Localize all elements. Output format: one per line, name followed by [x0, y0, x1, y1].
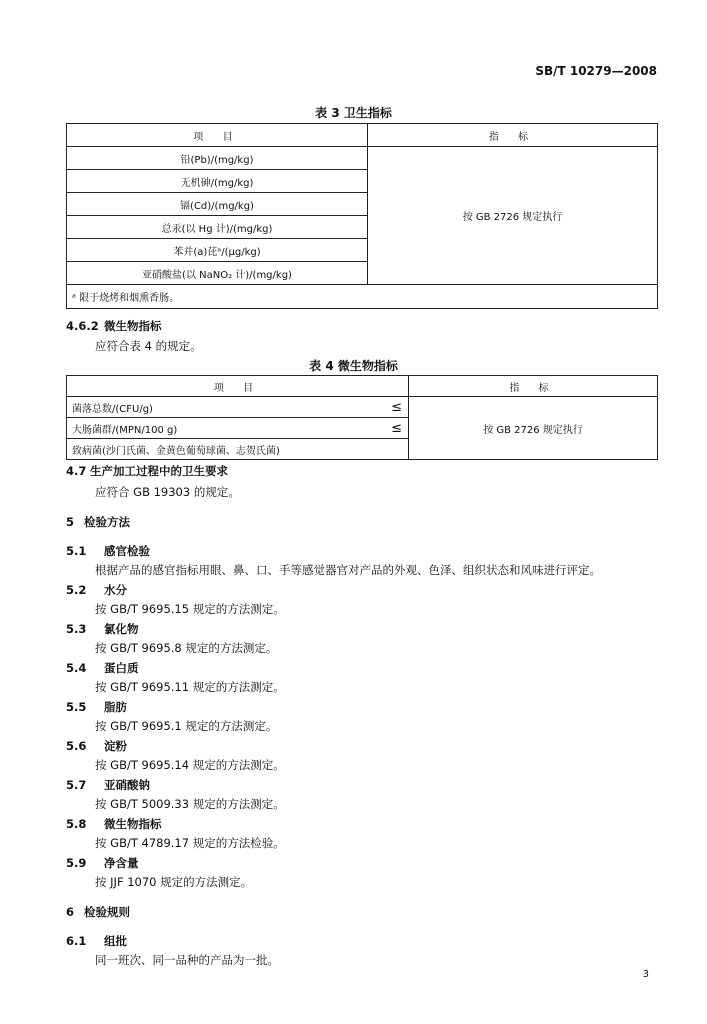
section-number: 5: [66, 515, 75, 529]
table4-value: 按 GB 2726 规定执行: [409, 397, 658, 460]
section-5-3-body: 按 GB/T 9695.8 规定的方法测定。: [95, 641, 278, 655]
section-number: 5.7: [66, 778, 87, 792]
section-4-6-2-heading: [66, 318, 162, 334]
table4-caption: 表 4 微生物指标: [309, 359, 398, 373]
section-title: 水分: [104, 583, 127, 597]
section-number: 5.1: [66, 544, 87, 558]
table3-footnote: ᵃ 限于烧烤和烟熏香肠。: [67, 285, 658, 309]
table4-row-item: 大肠菌群/(MPN/100 g): [67, 418, 373, 439]
table3-value: 按 GB 2726 规定执行: [368, 147, 658, 285]
section-title: 脂肪: [104, 700, 127, 714]
section-title: 蛋白质: [104, 661, 139, 675]
section-6-1-body: 同一班次、同一品种的产品为一批。: [95, 953, 279, 967]
table4: [66, 375, 658, 460]
page-number: 3: [642, 969, 649, 980]
section-number: 6: [66, 905, 75, 919]
section-title: 微生物指标: [104, 319, 162, 333]
section-number: 4.6.2: [66, 319, 99, 333]
section-number: 5.3: [66, 622, 87, 636]
section-title: 淀粉: [104, 739, 127, 753]
table3-caption: 表 3 卫生指标: [315, 106, 392, 120]
table3-row: 镉(Cd)/(mg/kg): [67, 193, 368, 216]
section-5-5-body: 按 GB/T 9695.1 规定的方法测定。: [95, 719, 278, 733]
section-number: 5.9: [66, 856, 87, 870]
table4-head-value: 指 标: [409, 376, 658, 397]
section-5-5-heading: [66, 699, 127, 715]
section-title: 净含量: [104, 856, 139, 870]
section-number: 5.6: [66, 739, 87, 753]
section-5-4-heading: [66, 660, 139, 676]
section-4-7-body: 应符合 GB 19303 的规定。: [95, 485, 240, 499]
table4-row-item: 菌落总数/(CFU/g): [67, 397, 373, 418]
section-5-1-body: 根据产品的感官指标用眼、鼻、口、手等感觉器官对产品的外观、色泽、组织状态和风味进行评定。: [95, 563, 601, 577]
table3-row: 铅(Pb)/(mg/kg): [67, 147, 368, 170]
section-5-1-heading: [66, 543, 150, 559]
table3-row: 亚硝酸盐(以 NaNO₂ 计)/(mg/kg): [67, 262, 368, 285]
table4-row-symbol: ≤: [372, 418, 409, 439]
section-5-7-heading: [66, 777, 150, 793]
section-6-heading: [66, 904, 130, 920]
section-6-1-heading: [66, 933, 127, 949]
section-5-3-heading: [66, 621, 139, 637]
section-5-heading: [66, 514, 130, 530]
section-title: 检验方法: [84, 515, 130, 529]
section-title: 生产加工过程中的卫生要求: [90, 464, 228, 478]
section-number: 5.4: [66, 661, 87, 675]
table4-row-symbol: ≤: [372, 397, 409, 418]
table3-head-item: 项 目: [67, 124, 368, 147]
section-number: 5.8: [66, 817, 87, 831]
table3-row: 总汞(以 Hg 计)/(mg/kg): [67, 216, 368, 239]
section-4-6-2-body: 应符合表 4 的规定。: [95, 339, 202, 353]
section-5-8-heading: [66, 816, 162, 832]
section-5-2-heading: [66, 582, 127, 598]
section-title: 亚硝酸钠: [104, 778, 150, 792]
section-5-2-body: 按 GB/T 9695.15 规定的方法测定。: [95, 602, 285, 616]
section-5-9-body: 按 JJF 1070 规定的方法测定。: [95, 875, 253, 889]
table3-row: 无机砷/(mg/kg): [67, 170, 368, 193]
section-4-7-heading: [66, 463, 228, 479]
section-title: 感官检验: [104, 544, 150, 558]
section-title: 组批: [104, 934, 127, 948]
section-number: 4.7: [66, 464, 87, 478]
section-5-4-body: 按 GB/T 9695.11 规定的方法测定。: [95, 680, 285, 694]
section-5-8-body: 按 GB/T 4789.17 规定的方法检验。: [95, 836, 285, 850]
section-number: 6.1: [66, 934, 87, 948]
table4-head-item: 项 目: [67, 376, 409, 397]
standard-number: SB/T 10279—2008: [535, 64, 657, 78]
section-title: 微生物指标: [104, 817, 162, 831]
table3-row: 苯并(a)芘ᵃ/(μg/kg): [67, 239, 368, 262]
section-number: 5.5: [66, 700, 87, 714]
section-5-6-body: 按 GB/T 9695.14 规定的方法测定。: [95, 758, 285, 772]
table3: [66, 123, 658, 309]
section-title: 检验规则: [84, 905, 130, 919]
table4-row-item: 致病菌(沙门氏菌、金黄色葡萄球菌、志贺氏菌): [67, 439, 409, 460]
section-5-9-heading: [66, 855, 139, 871]
section-title: 氯化物: [104, 622, 139, 636]
section-5-6-heading: [66, 738, 127, 754]
table3-head-value: 指 标: [368, 124, 658, 147]
section-number: 5.2: [66, 583, 87, 597]
section-5-7-body: 按 GB/T 5009.33 规定的方法测定。: [95, 797, 285, 811]
